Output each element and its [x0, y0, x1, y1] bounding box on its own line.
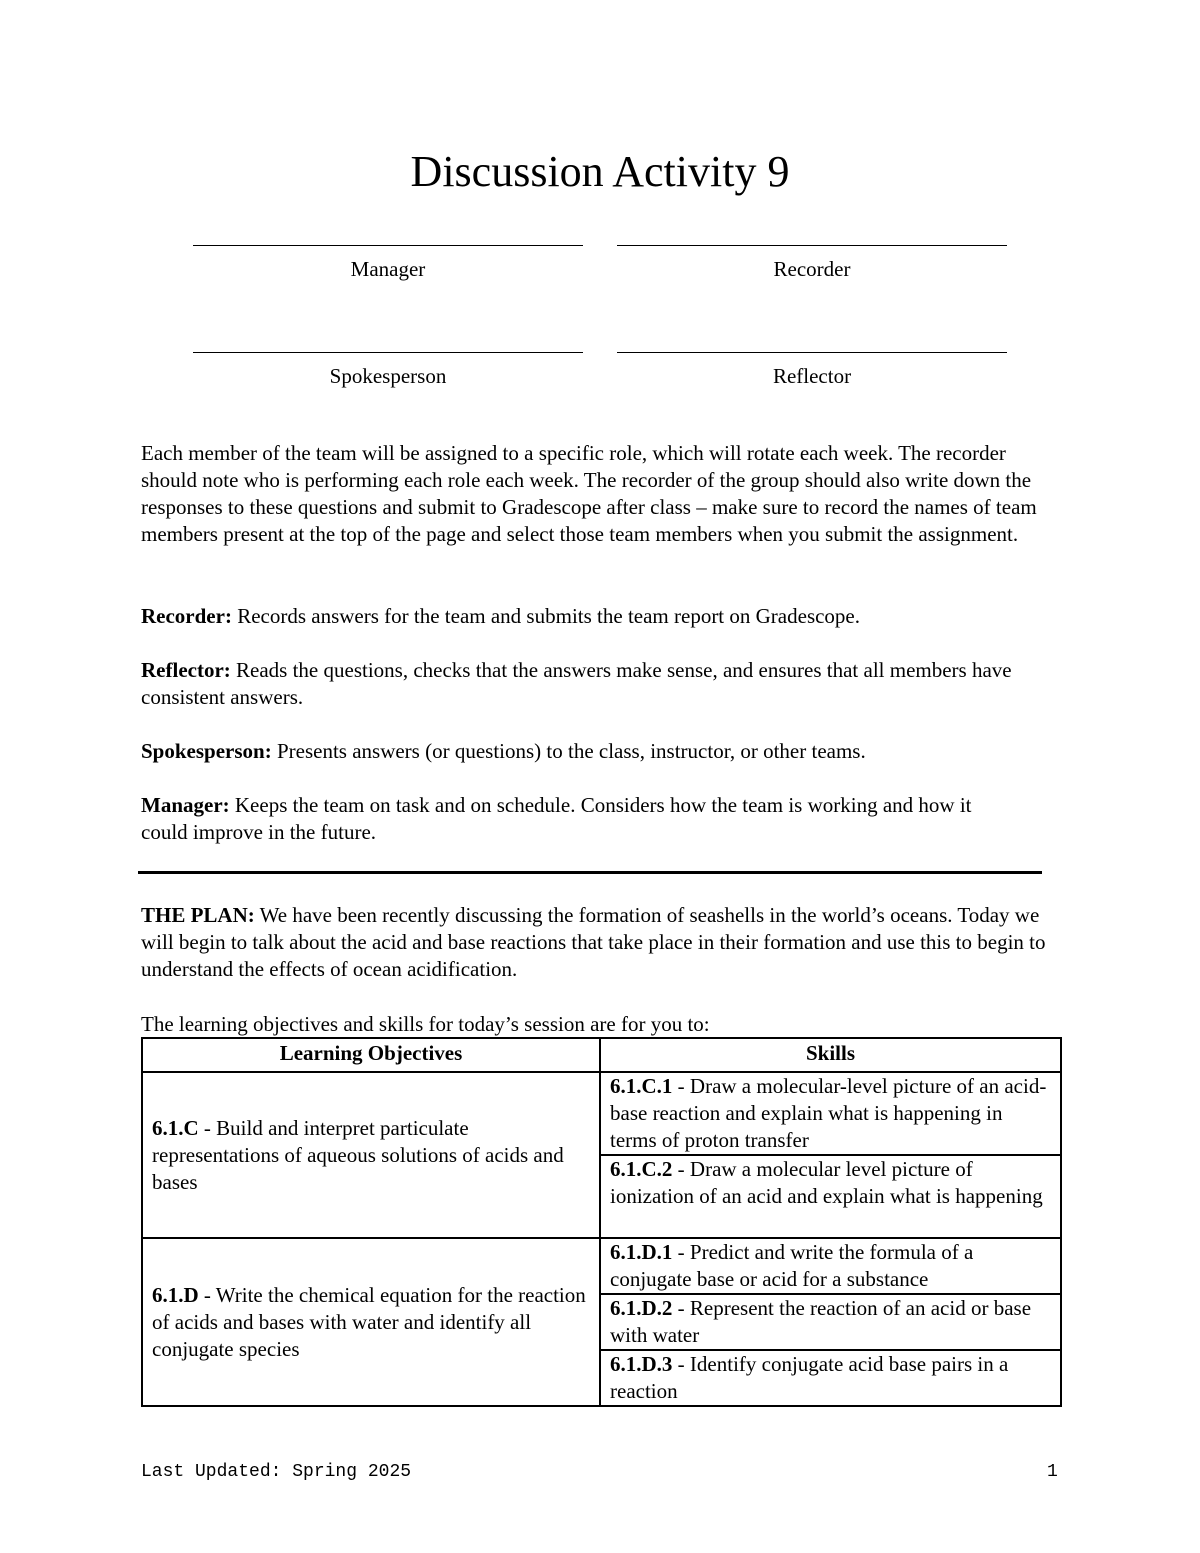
header-skills: Skills: [600, 1038, 1061, 1072]
role-name: Recorder:: [141, 604, 232, 628]
role-name: Manager:: [141, 793, 230, 817]
role-text: Presents answers (or questions) to the class, instructor, or other teams.: [271, 739, 866, 763]
signature-label: Reflector: [772, 364, 852, 388]
skill-text: - Represent the reaction of an acid or base with water: [610, 1296, 1032, 1347]
intro-paragraph: Each member of the team will be assigned to a specific role, which will rotate each week. The recorder should note who is performing each role each week. The recorder of the group should also write down the responses to these questions and submit to Gradescope after class – make sure to record the names of team members present at the top of the page and select those team members when you submit the assignment.: [141, 441, 1037, 546]
plan-paragraph: [141, 902, 1066, 983]
signature-line: [617, 245, 1007, 246]
objective-code: 6.1.D: [152, 1282, 199, 1307]
signature-recorder[interactable]: [617, 245, 1007, 282]
role-text: Records answers for the team and submits the team report on Gradescope.: [231, 604, 861, 628]
skill-text: - Draw a molecular-level picture of an acid-base reaction and explain what is happening in terms of proton transfer: [610, 1074, 1047, 1152]
objective-cell: [142, 1238, 600, 1406]
objective-cell: [142, 1072, 600, 1238]
section-divider: [138, 871, 1042, 874]
objectives-table: [141, 1037, 1062, 1407]
footer-last-updated: Last Updated: Spring 2025: [141, 1462, 412, 1482]
signature-line: [193, 245, 583, 246]
table-header-row: [142, 1038, 1061, 1072]
signature-line: [617, 352, 1007, 353]
objective-code: 6.1.C: [152, 1115, 199, 1140]
skill-cell: [600, 1155, 1061, 1238]
plan-label: THE PLAN:: [141, 903, 255, 927]
skill-code: 6.1.D.2: [610, 1296, 673, 1320]
skill-text: - Draw a molecular level picture of ionization of an acid and explain what is happening: [610, 1157, 1043, 1208]
footer-page-number: 1: [1047, 1462, 1058, 1482]
role-text: Keeps the team on task and on schedule. Considers how the team is working and how it could improve in the future.: [141, 793, 972, 844]
skill-text: - Predict and write the formula of a conjugate base or acid for a substance: [610, 1240, 974, 1291]
skill-cell: [600, 1238, 1061, 1294]
role-spokesperson-description: [141, 738, 1061, 765]
skill-code: 6.1.C.2: [610, 1157, 673, 1181]
signature-spokesperson[interactable]: [193, 352, 583, 389]
skill-code: 6.1.D.3: [610, 1352, 673, 1376]
signature-label: Manager: [350, 257, 426, 281]
role-reflector-description: [141, 657, 1061, 711]
role-manager-description: [141, 792, 1021, 846]
skill-cell: [600, 1072, 1061, 1155]
signature-manager[interactable]: [193, 245, 583, 282]
skill-cell: [600, 1294, 1061, 1350]
role-name: Reflector:: [141, 658, 231, 682]
signature-line: [193, 352, 583, 353]
signature-label: Recorder: [773, 257, 851, 281]
role-recorder-description: [141, 603, 1061, 630]
header-learning-objectives: Learning Objectives: [142, 1038, 600, 1072]
skill-code: 6.1.C.1: [610, 1074, 673, 1098]
objective-text: - Build and interpret particulate representations of aqueous solutions of acids and bases: [152, 1115, 564, 1194]
objectives-intro: The learning objectives and skills for today’s session are for you to:: [141, 1012, 710, 1036]
skill-code: 6.1.D.1: [610, 1240, 673, 1264]
signature-reflector[interactable]: [617, 352, 1007, 389]
signature-label: Spokesperson: [329, 364, 447, 388]
plan-text: We have been recently discussing the formation of seashells in the world’s oceans. Today we will begin to talk about the acid and base reactions that take place in their formation and use this to begin to understand the effects of ocean acidification.: [141, 903, 1046, 981]
table-row: [142, 1238, 1061, 1294]
objective-text: - Write the chemical equation for the reaction of acids and bases with water and identify all conjugate species: [152, 1282, 586, 1361]
page-title: Discussion Activity 9: [410, 147, 790, 196]
skill-cell: [600, 1350, 1061, 1406]
role-name: Spokesperson:: [141, 739, 272, 763]
role-text: Reads the questions, checks that the answers make sense, and ensures that all members have consistent answers.: [141, 658, 1012, 709]
table-row: [142, 1072, 1061, 1155]
skill-text: - Identify conjugate acid base pairs in a reaction: [610, 1352, 1009, 1403]
